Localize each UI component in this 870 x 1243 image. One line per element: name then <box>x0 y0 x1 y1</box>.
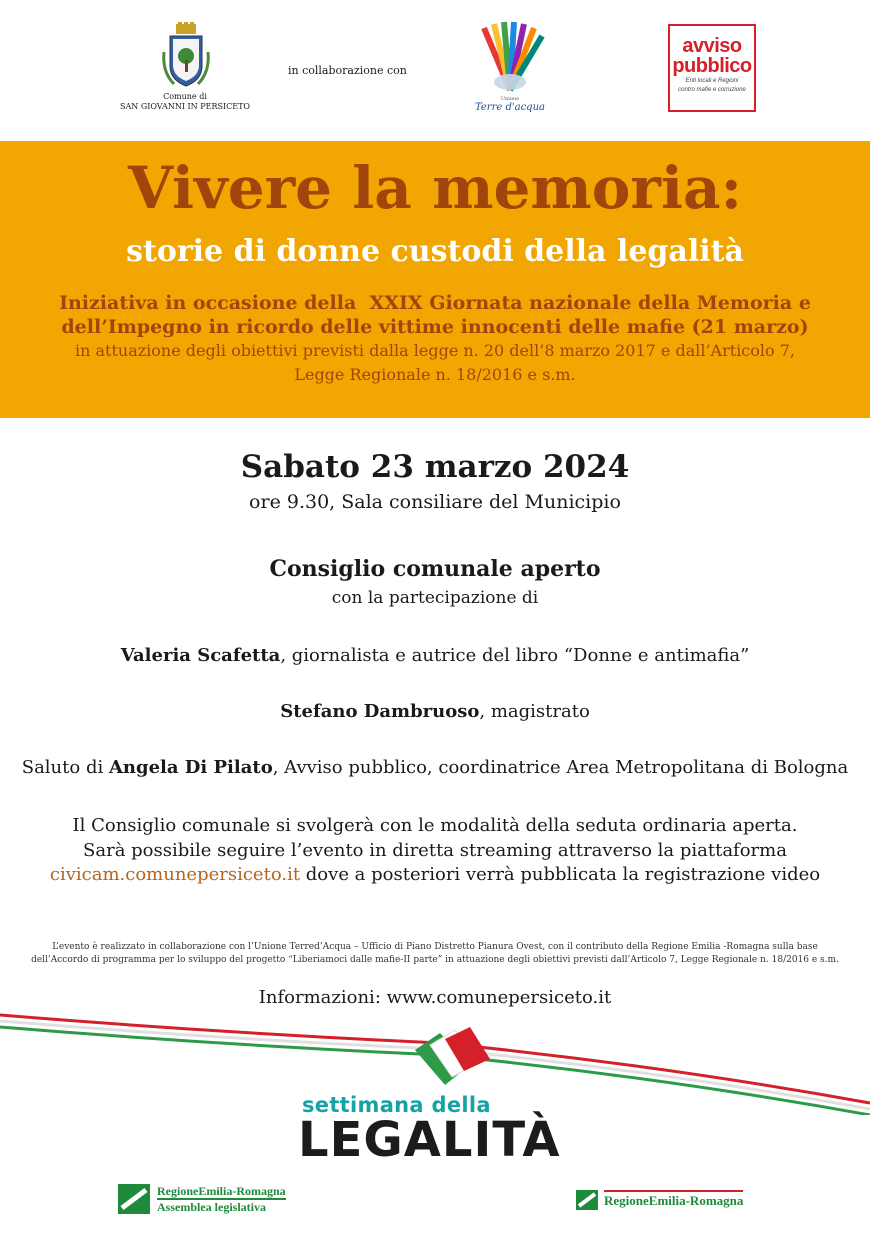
rer-region-logo <box>576 1190 743 1215</box>
rer-flag-icon <box>118 1184 150 1219</box>
rer-assembly-logo <box>118 1184 286 1219</box>
page-subtitle: storie di donne custodi della legalità <box>126 234 744 269</box>
rer-assembly-line1: RegioneEmilia-Romagna <box>157 1184 286 1198</box>
rer-region-name: RegioneEmilia-Romagna <box>604 1190 743 1210</box>
rer-assembly-line2: Assemblea legislativa <box>157 1200 266 1214</box>
page-title: Vivere la memoria: <box>128 154 742 222</box>
greeting-name: Angela Di Pilato <box>108 757 273 778</box>
speaker-1 <box>0 644 870 668</box>
streaming-link[interactable]: civicam.comunepersiceto.it <box>49 864 301 885</box>
speaker-1-name: Valeria Scafetta <box>120 645 281 666</box>
settimana-label: settimana della <box>302 1093 491 1117</box>
avviso-tagline1: Enti locali e Regioni <box>685 78 739 84</box>
speaker-2 <box>0 700 870 724</box>
streaming-note <box>0 814 870 888</box>
speaker-1-role: , giornalista e autrice del libro “Donne e antimafia” <box>280 645 750 666</box>
legal-line2: Legge Regionale n. 18/2016 e s.m. <box>294 365 576 384</box>
greeting-prefix: Saluto di <box>21 757 109 778</box>
info-link[interactable]: Informazioni: www.comunepersiceto.it <box>258 987 612 1008</box>
note-line2: Sarà possibile seguire l’evento in diretta streaming attraverso la piattaforma <box>83 839 787 861</box>
initiative-text <box>0 291 870 339</box>
participation-text: con la partecipazione di <box>331 588 539 608</box>
event-date: Sabato 23 marzo 2024 <box>240 449 630 485</box>
note-line1: Il Consiglio comunale si svolgerà con le modalità della seduta ordinaria aperta. <box>72 815 798 836</box>
initiative-line2: dell’Impegno in ricordo delle vittime innocenti delle mafie (21 marzo) <box>61 316 809 338</box>
comune-label-line2: SAN GIOVANNI IN PERSICETO <box>120 102 250 111</box>
terre-name: Terre d'acqua <box>475 102 545 113</box>
greeting-role: , Avviso pubblico, coordinatrice Area Metropolitana di Bologna <box>272 757 849 778</box>
speaker-2-name: Stefano Dambruoso <box>280 701 480 722</box>
council-heading: Consiglio comunale aperto <box>269 556 601 582</box>
speaker-2-role: , magistrato <box>479 701 590 722</box>
avviso-line1: avviso <box>682 35 742 57</box>
avviso-tagline2: contro mafie e corruzione <box>678 87 746 93</box>
footnote-line1: L’evento è realizzato in collaborazione con l’Unione Terred’Acqua – Ufficio di Piano Distretto Pianura Ovest, con il contributo della Regione Emilia -Romagna sulla base <box>52 942 818 952</box>
legalita-label: LEGALITÀ <box>298 1112 561 1168</box>
title-banner <box>0 141 870 418</box>
footnote <box>0 941 870 967</box>
terre-small-label: Unione <box>500 96 520 102</box>
note-line3-rest: dove a posteriori verrà pubblicata la registrazione video <box>300 864 821 885</box>
comune-label-line1: Comune di <box>163 92 207 101</box>
legal-line1: in attuazione degli obiettivi previsti dalla legge n. 20 dell’8 marzo 2017 e dall’Articolo 7, <box>75 341 795 360</box>
note-line3 <box>0 863 870 888</box>
comune-crest-logo <box>160 22 212 92</box>
greeting <box>0 756 870 780</box>
terre-dacqua-logo <box>470 20 550 115</box>
footnote-line2: dell’Accordo di programma per lo sviluppo del progetto “Liberiamoci dalle mafie-II parte” in attuazione degli obiettivi previsti dall’Articolo 7, Legge Regionale n. 18/2016 e s.m. <box>31 955 839 965</box>
legal-reference <box>0 339 870 387</box>
avviso-pubblico-logo <box>668 24 756 112</box>
comune-label <box>120 92 250 112</box>
initiative-line1: Iniziativa in occasione della XXIX Giornata nazionale della Memoria e <box>59 292 811 314</box>
event-time-place: ore 9.30, Sala consiliare del Municipio <box>249 491 621 513</box>
avviso-line2: pubblico <box>672 55 752 77</box>
rer-flag-icon <box>576 1190 598 1215</box>
collaboration-text: in collaborazione con <box>288 64 407 77</box>
